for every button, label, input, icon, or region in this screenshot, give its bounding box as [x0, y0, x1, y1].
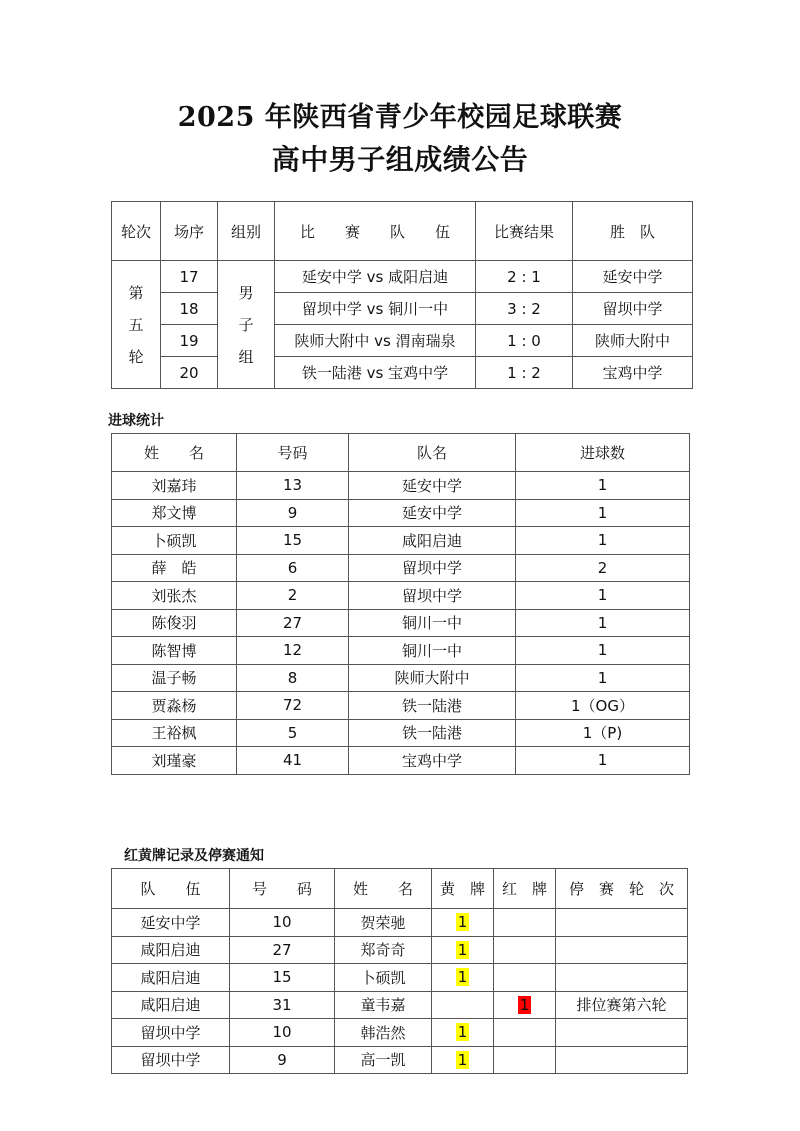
cards-section-label: 红黄牌记录及停赛通知 [124, 848, 264, 864]
player-number: 72 [237, 692, 349, 720]
card-row [112, 964, 688, 992]
card-number: 9 [230, 1046, 335, 1074]
header-name: 姓 名 [335, 869, 432, 909]
suspension-cell [556, 1046, 688, 1074]
goal-row [112, 554, 690, 582]
player-team: 铜川一中 [349, 609, 516, 637]
player-name: 陈智博 [112, 637, 237, 665]
match-row [112, 357, 693, 389]
match-results-table [111, 201, 693, 389]
goal-count: 1 [516, 527, 690, 555]
header-result: 比赛结果 [476, 202, 573, 261]
suspension-cell [556, 909, 688, 937]
match-result: 1 : 2 [476, 357, 573, 389]
player-name: 刘瑾豪 [112, 747, 237, 775]
page-title-line1: 2025 年陕西省青少年校园足球联赛 [177, 102, 623, 133]
red-card-count: 1 [519, 995, 530, 1014]
goal-count: 1 [516, 582, 690, 610]
header-suspension: 停 赛 轮 次 [556, 869, 688, 909]
player-number: 2 [237, 582, 349, 610]
card-row [112, 1046, 688, 1074]
yellow-card-count: 1 [457, 913, 468, 932]
card-row [112, 1019, 688, 1047]
red-cell [494, 1019, 556, 1047]
goal-row [112, 499, 690, 527]
match-row [112, 293, 693, 325]
card-row [112, 909, 688, 937]
goal-count: 2 [516, 554, 690, 582]
player-team: 延安中学 [349, 499, 516, 527]
goals-header-row [112, 434, 690, 472]
yellow-card-count: 1 [457, 968, 468, 987]
yellow-cell [432, 964, 494, 992]
goal-count: 1 [516, 609, 690, 637]
player-number: 13 [237, 472, 349, 500]
goal-row [112, 527, 690, 555]
header-winner: 胜 队 [573, 202, 693, 261]
goal-count: 1 [516, 472, 690, 500]
match-teams: 留坝中学 vs 铜川一中 [275, 293, 476, 325]
yellow-cell [432, 1046, 494, 1074]
header-goals: 进球数 [516, 434, 690, 472]
goal-row [112, 472, 690, 500]
card-team: 延安中学 [112, 909, 230, 937]
header-number: 号码 [237, 434, 349, 472]
card-team: 留坝中学 [112, 1046, 230, 1074]
player-number: 6 [237, 554, 349, 582]
match-result: 3 : 2 [476, 293, 573, 325]
suspension-cell: 排位赛第六轮 [556, 991, 688, 1019]
red-cell [494, 1046, 556, 1074]
red-cell [494, 909, 556, 937]
player-name: 郑文博 [112, 499, 237, 527]
player-team: 咸阳启迪 [349, 527, 516, 555]
player-number: 15 [237, 527, 349, 555]
goal-row [112, 664, 690, 692]
card-name: 高一凯 [335, 1046, 432, 1074]
player-team: 陕师大附中 [349, 664, 516, 692]
player-team: 铁一陆港 [349, 692, 516, 720]
header-round: 轮次 [112, 202, 161, 261]
player-name: 陈俊羽 [112, 609, 237, 637]
match-teams: 铁一陆港 vs 宝鸡中学 [275, 357, 476, 389]
match-row [112, 261, 693, 293]
goal-count: 1 [516, 637, 690, 665]
match-teams: 延安中学 vs 咸阳启迪 [275, 261, 476, 293]
red-cell [494, 991, 556, 1019]
player-team: 铜川一中 [349, 637, 516, 665]
yellow-cell [432, 936, 494, 964]
yellow-card-count: 1 [457, 1050, 468, 1069]
yellow-card-count: 1 [457, 1023, 468, 1042]
group-cell: 男 子 组 [218, 261, 275, 389]
match-winner: 延安中学 [573, 261, 693, 293]
player-number: 12 [237, 637, 349, 665]
card-name: 童韦嘉 [335, 991, 432, 1019]
match-no: 19 [161, 325, 218, 357]
card-number: 15 [230, 964, 335, 992]
header-match-no: 场序 [161, 202, 218, 261]
header-number: 号 码 [230, 869, 335, 909]
red-cell [494, 964, 556, 992]
match-winner: 宝鸡中学 [573, 357, 693, 389]
player-name: 刘嘉玮 [112, 472, 237, 500]
goal-count: 1（OG） [516, 692, 690, 720]
header-teams: 比 赛 队 伍 [275, 202, 476, 261]
player-name: 贾淼杨 [112, 692, 237, 720]
player-team: 延安中学 [349, 472, 516, 500]
match-no: 20 [161, 357, 218, 389]
card-number: 10 [230, 909, 335, 937]
goal-row [112, 692, 690, 720]
player-number: 27 [237, 609, 349, 637]
suspension-cell [556, 936, 688, 964]
goal-stats-table [111, 433, 690, 775]
round-cell: 第 五 轮 [112, 261, 161, 389]
goal-row [112, 719, 690, 747]
card-name: 卜硕凯 [335, 964, 432, 992]
goal-row [112, 747, 690, 775]
red-cell [494, 936, 556, 964]
player-name: 温子畅 [112, 664, 237, 692]
match-teams: 陕师大附中 vs 渭南瑞泉 [275, 325, 476, 357]
card-number: 10 [230, 1019, 335, 1047]
yellow-cell [432, 991, 494, 1019]
yellow-card-count: 1 [457, 940, 468, 959]
header-team: 队 伍 [112, 869, 230, 909]
player-team: 铁一陆港 [349, 719, 516, 747]
player-name: 刘张杰 [112, 582, 237, 610]
player-number: 9 [237, 499, 349, 527]
goal-row [112, 637, 690, 665]
player-team: 留坝中学 [349, 554, 516, 582]
card-name: 郑奇奇 [335, 936, 432, 964]
suspension-cell [556, 1019, 688, 1047]
header-name: 姓 名 [112, 434, 237, 472]
player-name: 卜硕凯 [112, 527, 237, 555]
match-no: 18 [161, 293, 218, 325]
match-winner: 留坝中学 [573, 293, 693, 325]
card-team: 咸阳启迪 [112, 964, 230, 992]
yellow-cell [432, 1019, 494, 1047]
goal-row [112, 582, 690, 610]
goal-row [112, 609, 690, 637]
card-name: 贺荣驰 [335, 909, 432, 937]
card-name: 韩浩然 [335, 1019, 432, 1047]
suspension-cell [556, 964, 688, 992]
card-team: 留坝中学 [112, 1019, 230, 1047]
cards-table [111, 868, 688, 1074]
player-number: 5 [237, 719, 349, 747]
yellow-cell [432, 909, 494, 937]
goal-count: 1 [516, 747, 690, 775]
page-title-line2: 高中男子组成绩公告 [271, 143, 529, 176]
card-number: 31 [230, 991, 335, 1019]
card-team: 咸阳启迪 [112, 991, 230, 1019]
match-header-row [112, 202, 693, 261]
player-name: 薛 皓 [112, 554, 237, 582]
goal-count: 1（P) [516, 719, 690, 747]
card-team: 咸阳启迪 [112, 936, 230, 964]
match-result: 2 : 1 [476, 261, 573, 293]
goal-count: 1 [516, 499, 690, 527]
match-no: 17 [161, 261, 218, 293]
card-number: 27 [230, 936, 335, 964]
player-number: 41 [237, 747, 349, 775]
player-team: 宝鸡中学 [349, 747, 516, 775]
player-number: 8 [237, 664, 349, 692]
card-row [112, 991, 688, 1019]
card-row [112, 936, 688, 964]
header-red: 红 牌 [494, 869, 556, 909]
cards-header-row [112, 869, 688, 909]
player-team: 留坝中学 [349, 582, 516, 610]
header-group: 组别 [218, 202, 275, 261]
header-team: 队名 [349, 434, 516, 472]
goal-count: 1 [516, 664, 690, 692]
match-winner: 陕师大附中 [573, 325, 693, 357]
goals-section-label: 进球统计 [108, 413, 164, 429]
player-name: 王裕枫 [112, 719, 237, 747]
match-row [112, 325, 693, 357]
header-yellow: 黄 牌 [432, 869, 494, 909]
match-result: 1 : 0 [476, 325, 573, 357]
